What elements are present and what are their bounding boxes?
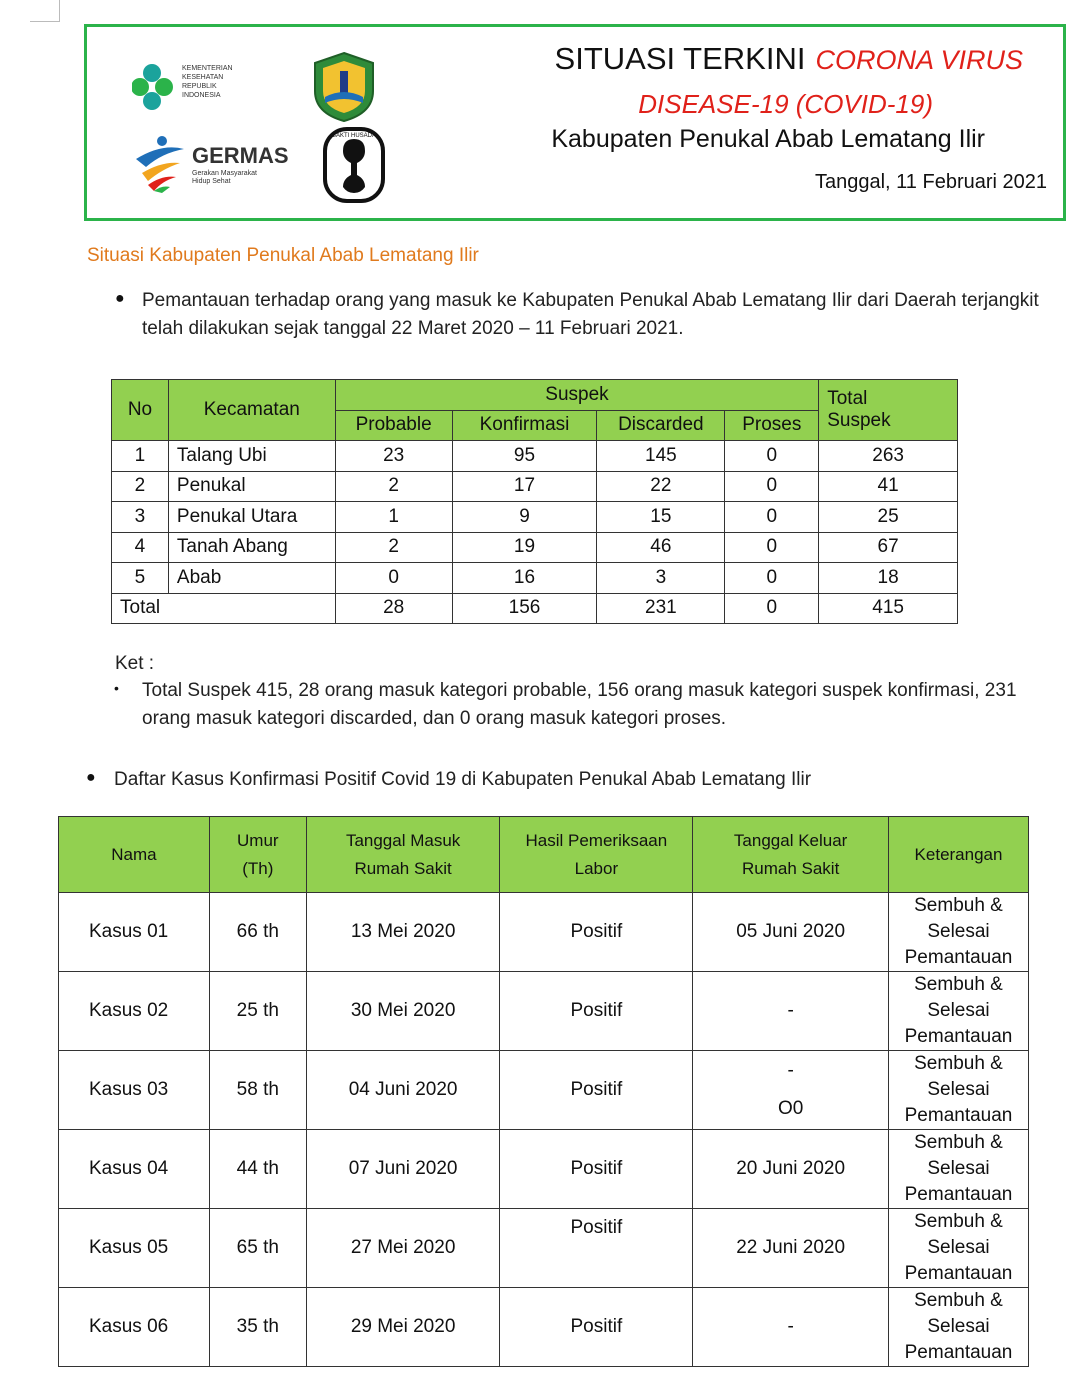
cell-discarded: 145 — [597, 441, 725, 472]
title-red-part-2: DISEASE-19 (COVID-19) — [638, 89, 933, 119]
cell-kecamatan: Penukal Utara — [168, 502, 335, 533]
cell-total: 415 — [819, 593, 958, 624]
tgl-masuk-line-1: Tanggal Masuk — [345, 830, 461, 850]
col-total-suspek — [819, 380, 958, 441]
cell-total: 263 — [819, 441, 958, 472]
ket-line-3: Pemantauan — [904, 1342, 1013, 1363]
cell-tanggal-keluar — [693, 1051, 889, 1130]
cell-total: 18 — [819, 563, 958, 594]
suspek-table — [111, 379, 958, 624]
cell-umur: 25 th — [209, 972, 306, 1051]
cell-konfirmasi: 95 — [452, 441, 597, 472]
kabupaten-emblem-logo — [309, 51, 379, 123]
daftar-paragraph: Daftar Kasus Konfirmasi Positif Covid 19 di Kabupaten Penukal Abab Lematang Ilir — [114, 769, 812, 790]
monitoring-paragraph: Pemantauan terhadap orang yang masuk ke Kabupaten Penukal Abab Lematang Ilir dari Daerah terjangkit telah dilakukan sejak tanggal 22 Maret 2020 – 11 Februari 2021. — [142, 290, 1039, 339]
cell-keterangan — [889, 1051, 1029, 1130]
cell-no: 1 — [112, 441, 169, 472]
title-red-part-1: CORONA VIRUS — [815, 45, 1023, 75]
cell-nama: Kasus 04 — [59, 1130, 210, 1209]
cell-tanggal-keluar: - — [693, 1288, 889, 1367]
cell-hasil: Positif — [500, 972, 693, 1051]
cell-no: 5 — [112, 563, 169, 594]
table-row — [59, 893, 1029, 972]
cell-probable: 28 — [335, 593, 452, 624]
cell-probable: 2 — [335, 471, 452, 502]
cell-keterangan — [889, 1209, 1029, 1288]
ket-line-3: Pemantauan — [904, 1184, 1013, 1205]
bullet-icon: ● — [86, 769, 96, 786]
col-tanggal-keluar — [693, 817, 889, 893]
tgl-keluar-line-2: Rumah Sakit — [741, 858, 840, 878]
kemenkes-text-3: REPUBLIK — [182, 83, 217, 90]
cell-proses: 0 — [725, 532, 819, 563]
cell-konfirmasi: 19 — [452, 532, 597, 563]
cell-keterangan — [889, 972, 1029, 1051]
col-umur — [209, 817, 306, 893]
umur-line-1: Umur — [237, 830, 279, 850]
cell-no: 4 — [112, 532, 169, 563]
table-row — [59, 972, 1029, 1051]
cell-tanggal-masuk: 30 Mei 2020 — [306, 972, 500, 1051]
cell-kecamatan: Abab — [168, 563, 335, 594]
cell-proses: 0 — [725, 441, 819, 472]
table-row — [112, 563, 958, 594]
cell-umur: 35 th — [209, 1288, 306, 1367]
cell-probable: 0 — [335, 563, 452, 594]
table-row — [59, 1130, 1029, 1209]
cell-hasil: Positif — [500, 893, 693, 972]
col-nama: Nama — [59, 817, 210, 893]
cell-tanggal-keluar: 22 Juni 2020 — [693, 1209, 889, 1288]
bakti-husada-logo — [321, 125, 387, 205]
cell-umur: 44 th — [209, 1130, 306, 1209]
tgl-masuk-line-2: Rumah Sakit — [354, 858, 452, 878]
cell-umur: 65 th — [209, 1209, 306, 1288]
table-row — [59, 1051, 1029, 1130]
cell-umur: 66 th — [209, 893, 306, 972]
cell-probable: 1 — [335, 502, 452, 533]
total-suspek-line-1: Total — [827, 388, 868, 409]
col-no: No — [112, 380, 169, 441]
cell-discarded: 46 — [597, 532, 725, 563]
cell-umur: 58 th — [209, 1051, 306, 1130]
table-total-row — [112, 593, 958, 624]
cell-tanggal-masuk: 07 Juni 2020 — [306, 1130, 500, 1209]
cell-proses: 0 — [725, 563, 819, 594]
cell-tanggal-masuk: 27 Mei 2020 — [306, 1209, 500, 1288]
cell-discarded: 22 — [597, 471, 725, 502]
bullet-icon: ● — [115, 290, 125, 307]
cell-keterangan — [889, 1288, 1029, 1367]
col-keterangan: Keterangan — [889, 817, 1029, 893]
kemenkes-text-2: KESEHATAN — [182, 74, 224, 81]
table-row — [112, 502, 958, 533]
cell-nama: Kasus 01 — [59, 893, 210, 972]
ket-line-3: Pemantauan — [904, 1263, 1013, 1284]
kemenkes-logo — [132, 57, 262, 117]
ket-paragraph: Total Suspek 415, 28 orang masuk kategori probable, 156 orang masuk kategori suspek konfirmasi, 231 orang masuk kategori discarded, dan 0 orang masuk kategori proses. — [142, 680, 1017, 729]
col-proses: Proses — [725, 410, 819, 441]
title-black-part: SITUASI TERKINI — [554, 41, 806, 76]
cell-nama: Kasus 02 — [59, 972, 210, 1051]
husada-text: BAKTI HUSADA — [331, 133, 377, 139]
report-date: Tanggal, 11 Februari 2021 — [814, 171, 1047, 193]
col-tanggal-masuk — [306, 817, 500, 893]
cell-keterangan — [889, 1130, 1029, 1209]
cell-kecamatan: Penukal — [168, 471, 335, 502]
cell-konfirmasi: 156 — [452, 593, 597, 624]
cell-total: 67 — [819, 532, 958, 563]
germas-text: GERMAS — [192, 143, 289, 168]
hasil-line-1: Hasil Pemeriksaan — [525, 830, 668, 850]
ket-line-3: Pemantauan — [904, 1026, 1013, 1047]
cell-kecamatan: Tanah Abang — [168, 532, 335, 563]
germas-logo — [132, 133, 292, 193]
region-name: Kabupaten Penukal Abab Lematang Ilir — [551, 125, 985, 153]
table-row — [112, 471, 958, 502]
report-title — [555, 41, 1023, 77]
cell-discarded: 15 — [597, 502, 725, 533]
keluar-line-1: - — [787, 1060, 794, 1081]
cell-konfirmasi: 17 — [452, 471, 597, 502]
ket-line-1: Sembuh & — [914, 1132, 1003, 1153]
col-konfirmasi: Konfirmasi — [452, 410, 597, 441]
ket-line-1: Sembuh & — [914, 1211, 1003, 1232]
cell-kecamatan: Talang Ubi — [168, 441, 335, 472]
kemenkes-text-4: INDONESIA — [182, 92, 221, 99]
ket-line-3: Pemantauan — [904, 947, 1013, 968]
ket-line-2: Selesai — [927, 1158, 990, 1179]
cell-nama: Kasus 05 — [59, 1209, 210, 1288]
ket-line-1: Sembuh & — [914, 974, 1003, 995]
cell-discarded: 231 — [597, 593, 725, 624]
cell-proses: 0 — [725, 502, 819, 533]
cell-probable: 23 — [335, 441, 452, 472]
keluar-line-2: O0 — [777, 1098, 804, 1119]
ket-line-1: Sembuh & — [914, 1290, 1003, 1311]
col-suspek-group: Suspek — [335, 380, 819, 411]
ket-line-2: Selesai — [927, 1237, 990, 1258]
cell-tanggal-masuk: 29 Mei 2020 — [306, 1288, 500, 1367]
ket-line-2: Selesai — [927, 1316, 990, 1337]
table-row — [112, 441, 958, 472]
cell-nama: Kasus 03 — [59, 1051, 210, 1130]
cell-hasil: Positif — [500, 1288, 693, 1367]
cell-konfirmasi: 9 — [452, 502, 597, 533]
cell-tanggal-masuk: 13 Mei 2020 — [306, 893, 500, 972]
cell-nama: Kasus 06 — [59, 1288, 210, 1367]
cell-no: 3 — [112, 502, 169, 533]
ket-line-2: Selesai — [927, 1000, 990, 1021]
ket-line-1: Sembuh & — [914, 895, 1003, 916]
ket-line-3: Pemantauan — [904, 1105, 1013, 1126]
table-row — [59, 1288, 1029, 1367]
cell-no: 2 — [112, 471, 169, 502]
cell-total: 25 — [819, 502, 958, 533]
table-row — [112, 532, 958, 563]
cell-total: 41 — [819, 471, 958, 502]
bullet-icon: • — [114, 680, 119, 696]
ket-line-1: Sembuh & — [914, 1053, 1003, 1074]
cell-konfirmasi: 16 — [452, 563, 597, 594]
tgl-keluar-line-1: Tanggal Keluar — [733, 830, 848, 850]
cell-proses: 0 — [725, 471, 819, 502]
hasil-line-2: Labor — [574, 858, 619, 878]
cell-discarded: 3 — [597, 563, 725, 594]
germas-sub-1: Gerakan Masyarakat — [192, 170, 257, 177]
cell-tanggal-keluar: - — [693, 972, 889, 1051]
germas-sub-2: Hidup Sehat — [192, 178, 231, 185]
col-discarded: Discarded — [597, 410, 725, 441]
cell-hasil: Positif — [500, 1209, 693, 1288]
kasus-table — [58, 816, 1029, 1367]
cell-hasil: Positif — [500, 1130, 693, 1209]
kemenkes-text-1: KEMENTERIAN — [182, 65, 233, 72]
report-header — [84, 24, 1066, 221]
cell-total-label: Total — [112, 593, 336, 624]
total-suspek-line-2: Suspek — [827, 410, 891, 431]
cell-hasil: Positif — [500, 1051, 693, 1130]
col-probable: Probable — [335, 410, 452, 441]
page-corner-mark — [30, 0, 60, 22]
ket-line-2: Selesai — [927, 1079, 990, 1100]
umur-line-2: (Th) — [242, 858, 274, 878]
ket-label: Ket : — [115, 653, 155, 674]
cell-tanggal-keluar: 05 Juni 2020 — [693, 893, 889, 972]
cell-probable: 2 — [335, 532, 452, 563]
cell-tanggal-keluar: 20 Juni 2020 — [693, 1130, 889, 1209]
cell-tanggal-masuk: 04 Juni 2020 — [306, 1051, 500, 1130]
cell-keterangan — [889, 893, 1029, 972]
section-title: Situasi Kabupaten Penukal Abab Lematang Ilir — [87, 245, 479, 266]
col-hasil — [500, 817, 693, 893]
cell-proses: 0 — [725, 593, 819, 624]
table-row — [59, 1209, 1029, 1288]
ket-line-2: Selesai — [927, 921, 990, 942]
col-kecamatan: Kecamatan — [168, 380, 335, 441]
